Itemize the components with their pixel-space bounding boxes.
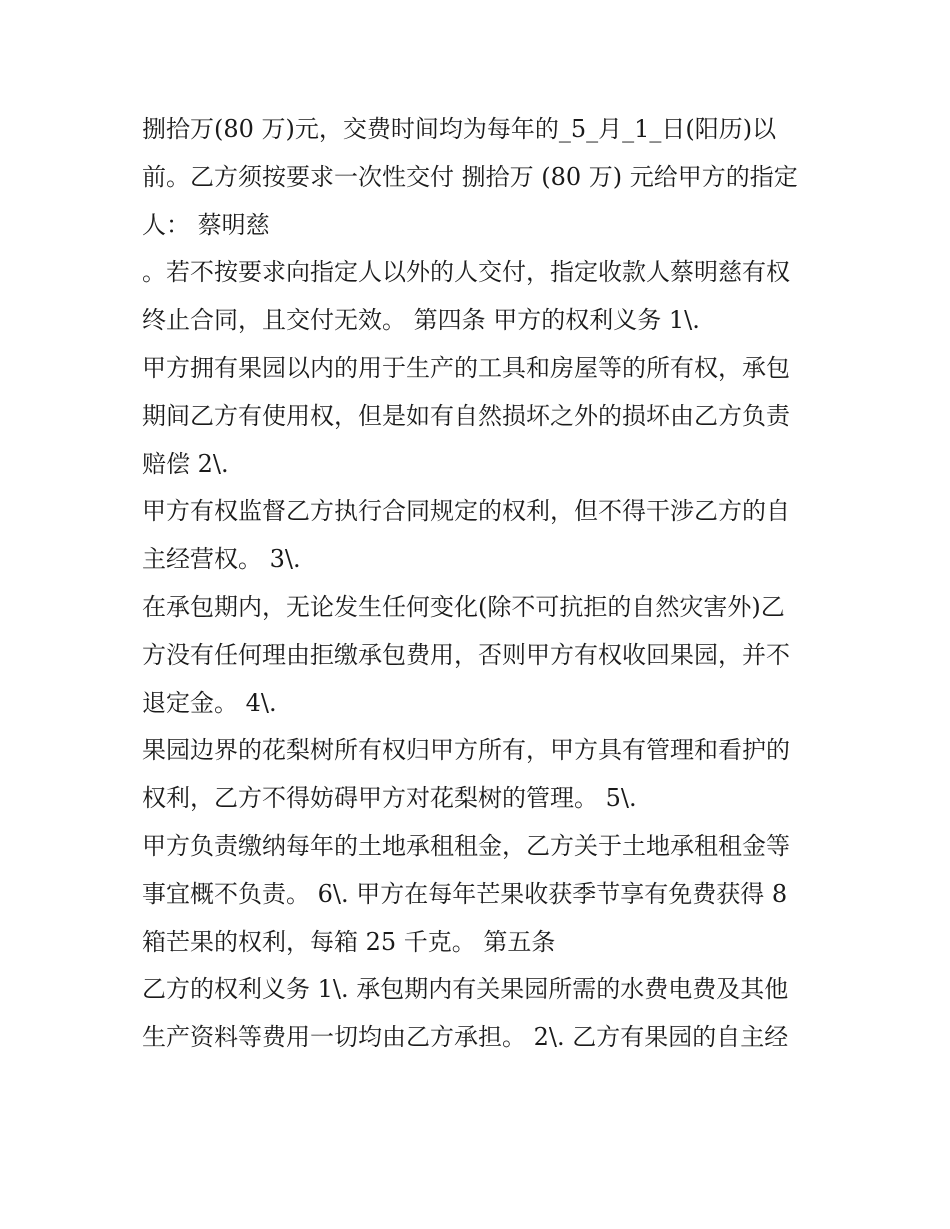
text-line-12: 方没有任何理由拒缴承包费用，否则甲方有权收回果园，并不: [142, 640, 790, 669]
text-line-9: 甲方有权监督乙方执行合同规定的权利，但不得干涉乙方的自: [142, 497, 790, 526]
text-line-17: 事宜概不负责。 6\. 甲方在每年芒果收获季节享有免费获得 8: [142, 879, 788, 908]
text-line-16: 甲方负责缴纳每年的土地承租租金，乙方关于土地承租租金等: [142, 831, 790, 860]
text-line-8: 赔偿 2\.: [142, 449, 229, 478]
text-line-15: 权利，乙方不得妨碍甲方对花梨树的管理。 5\.: [142, 784, 637, 813]
text-line-13: 退定金。 4\.: [142, 688, 277, 717]
contract-text: [142, 106, 822, 1062]
text-line-19: 乙方的权利义务 1\. 承包期内有关果园所需的水费电费及其他: [142, 975, 789, 1004]
text-line-11: 在承包期内，无论发生任何变化(除不可抗拒的自然灾害外)乙: [142, 592, 785, 621]
text-line-1: 捌拾万(80 万)元，交费时间均为每年的_5_月_1_日(阳历)以: [142, 115, 777, 143]
text-line-18: 箱芒果的权利，每箱 25 千克。 第五条: [142, 927, 556, 956]
text-line-6: 甲方拥有果园以内的用于生产的工具和房屋等的所有权，承包: [142, 353, 790, 382]
text-line-3: 人： 蔡明慈: [142, 210, 270, 239]
text-line-20: 生产资料等费用一切均由乙方承担。 2\. 乙方有果园的自主经: [142, 1023, 789, 1052]
text-line-7: 期间乙方有使用权，但是如有自然损坏之外的损坏由乙方负责: [142, 401, 790, 430]
text-line-5: 终止合同，且交付无效。 第四条 甲方的权利义务 1\.: [142, 306, 700, 335]
text-line-10: 主经营权。 3\.: [142, 545, 301, 574]
text-line-2: 前。乙方须按要求一次性交付 捌拾万 (80 万) 元给甲方的指定: [142, 162, 798, 191]
text-line-4: 。若不按要求向指定人以外的人交付，指定收款人蔡明慈有权: [142, 258, 790, 287]
text-line-14: 果园边界的花梨树所有权归甲方所有，甲方具有管理和看护的: [142, 736, 790, 765]
